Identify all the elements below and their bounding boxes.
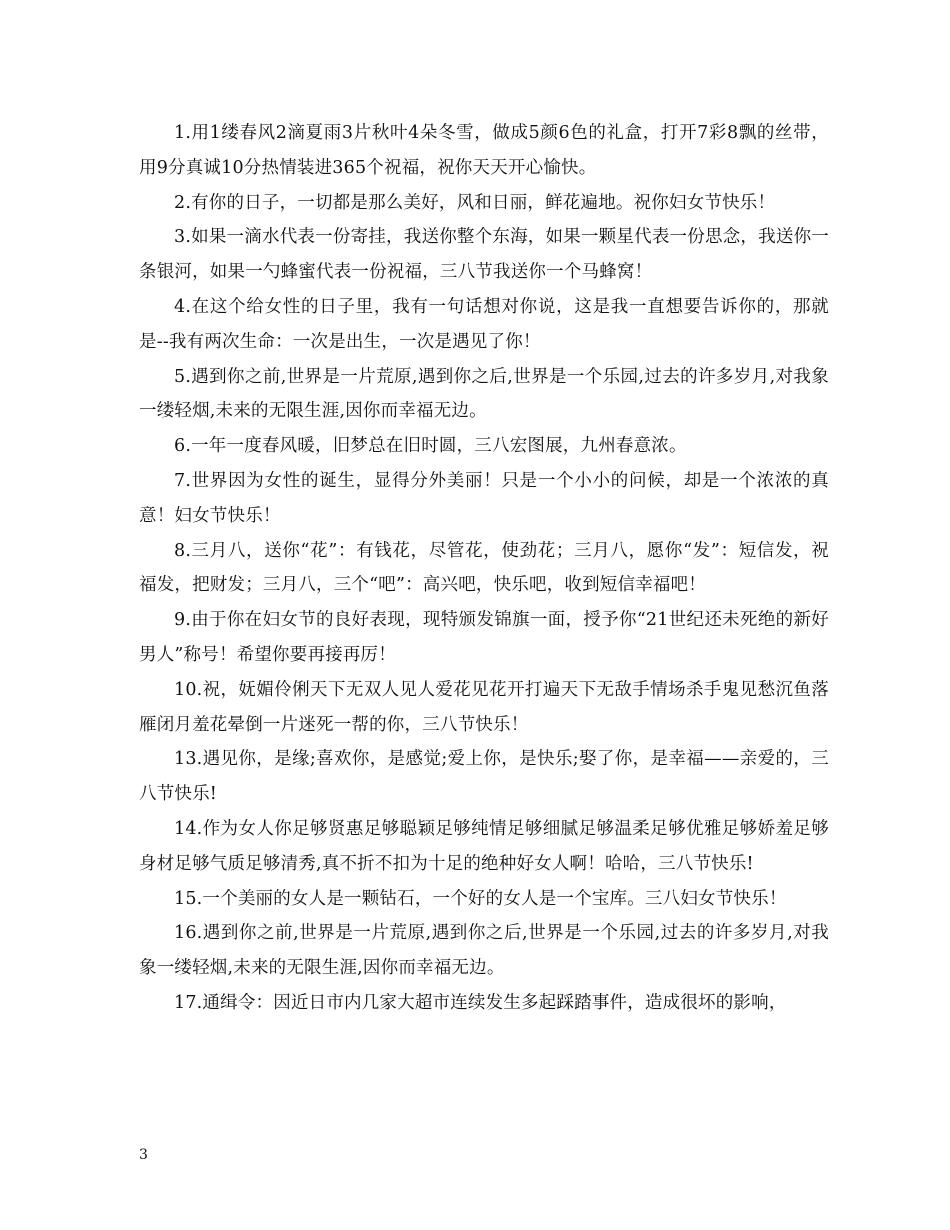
paragraph: 13.遇见你，是缘;喜欢你，是感觉;爱上你，是快乐;娶了你，是幸福——亲爱的，三八节快乐! [139,749,829,805]
paragraph: 14.作为女人你足够贤惠足够聪颖足够纯情足够细腻足够温柔足够优雅足够娇羞足够身材足够气质足够清秀,真不折不扣为十足的绝种好女人啊！哈哈，三八节快乐! [139,818,829,874]
paragraph: 7.世界因为女性的诞生，显得分外美丽！只是一个小小的问候，却是一个浓浓的真意！妇女节快乐！ [139,470,829,526]
paragraph: 2.有你的日子，一切都是那么美好，风和日丽，鲜花遍地。祝你妇女节快乐！ [174,192,776,213]
page-number: 3 [139,1147,148,1163]
document-body [139,116,829,1021]
paragraph: 10.祝，妩媚伶俐天下无双人见人爱花见花开打遍天下无敌手情场杀手鬼见愁沉鱼落雁闭月羞花晕倒一片迷死一帮的你，三八节快乐！ [139,679,829,735]
paragraph: 16.遇到你之前,世界是一片荒原,遇到你之后,世界是一个乐园,过去的许多岁月,对我象一缕轻烟,未来的无限生涯,因你而幸福无边。 [139,923,829,979]
paragraph: 4.在这个给女性的日子里，我有一句话想对你说，这是我一直想要告诉你的，那就是--我有两次生命：一次是出生，一次是遇见了你！ [139,296,829,352]
paragraph: 15.一个美丽的女人是一颗钻石，一个好的女人是一个宝库。三八妇女节快乐！ [174,888,787,909]
paragraph: 3.如果一滴水代表一份寄挂，我送你整个东海，如果一颗星代表一份思念，我送你一条银河，如果一勺蜂蜜代表一份祝福，三八节我送你一个马蜂窝！ [139,227,829,283]
paragraph: 6.一年一度春风暖，旧梦总在旧时圆，三八宏图展，九州春意浓。 [174,436,687,457]
paragraph: 17.通缉令：因近日市内几家大超市连续发生多起踩踏事件，造成很坏的影响， [174,992,787,1013]
paragraph: 5.遇到你之前,世界是一片荒原,遇到你之后,世界是一个乐园,过去的许多岁月,对我象一缕轻烟,未来的无限生涯,因你而幸福无边。 [139,366,829,422]
paragraph: 8.三月八，送你“花”：有钱花，尽管花，使劲花；三月八，愿你“发”：短信发，祝福发，把财发；三月八，三个“吧”：高兴吧，快乐吧，收到短信幸福吧！ [139,540,829,596]
paragraph: 1.用1缕春风2滴夏雨3片秋叶4朵冬雪，做成5颜6色的礼盒，打开7彩8飘的丝带，用9分真诚10分热情装进365个祝福，祝你天天开心愉快。 [139,123,829,178]
paragraph: 9.由于你在妇女节的良好表现，现特颁发锦旗一面，授予你“21世纪还未死绝的新好男人”称号！希望你要再接再厉！ [139,610,829,665]
